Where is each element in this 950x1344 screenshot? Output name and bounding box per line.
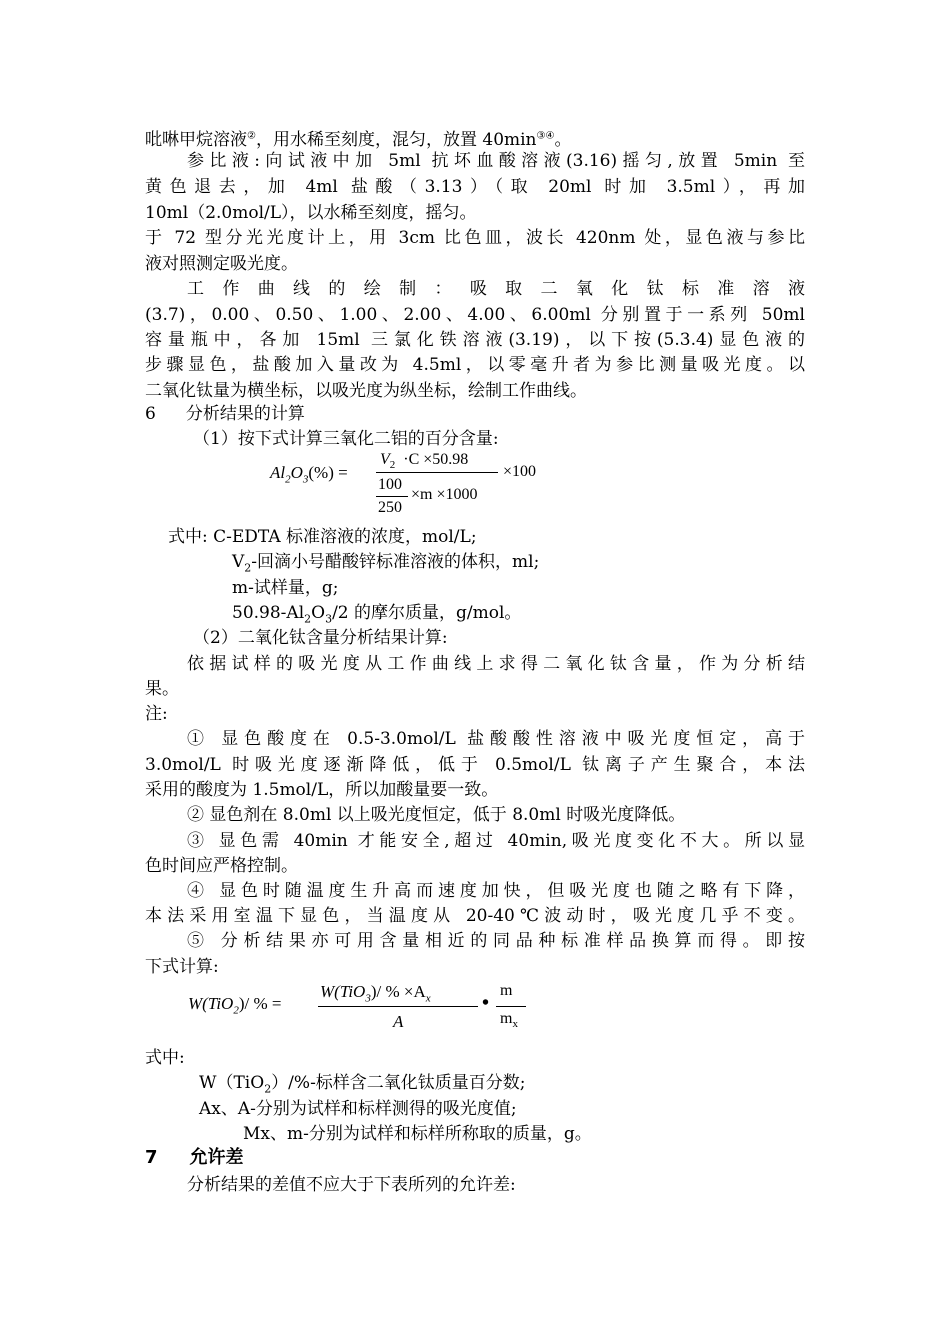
formula-sub: 2	[389, 459, 396, 472]
formula-sub: x	[425, 992, 431, 1005]
text-line: 下式计算:	[145, 957, 219, 977]
subscript: 2	[304, 612, 312, 626]
formula-lhs	[270, 463, 348, 486]
subscript: 3	[325, 612, 333, 626]
text-line: Ax、A-分别为试样和标样测得的吸光度值;	[199, 1099, 517, 1119]
text-span: ）/%-标样含二氧化钛质量百分数;	[271, 1073, 526, 1093]
formula-numerator	[320, 982, 431, 1005]
fraction-bar	[376, 496, 408, 497]
formula-sub: x	[512, 1018, 518, 1031]
text-line: （2）二氧化钛含量分析结果计算:	[193, 628, 448, 648]
text-line: ⑤ 分析结果亦可用含量相近的同品种标准样品换算而得。即按	[187, 931, 805, 951]
text-line: 参比液:向试液中加 5ml 抗坏血酸溶液(3.16)摇匀,放置 5min 至	[187, 151, 805, 171]
text-line	[232, 549, 539, 575]
fraction-bar	[376, 472, 498, 473]
formula-lhs	[188, 994, 282, 1017]
formula-text: m	[500, 1010, 513, 1027]
formula-text: ×100	[503, 463, 537, 480]
text-line: 3.0mol/L 时吸光度逐渐降低，低于 0.5mol/L 钛离子产生聚合，本法	[145, 755, 805, 775]
text-line: 液对照测定吸光度。	[145, 254, 298, 274]
text-line: 果。	[145, 679, 179, 699]
text-line: 本法采用室温下显色，当温度从 20-40℃波动时，吸光度几乎不变。	[145, 906, 805, 926]
text-line: 式中: C-EDTA 标准溶液的浓度，mol/L;	[168, 527, 477, 547]
text-line: ② 显色剂在 8.0ml 以上吸光度恒定，低于 8.0ml 时吸光度降低。	[187, 805, 686, 825]
formula-text: )/ % =	[238, 994, 282, 1013]
text-line: m-试样量，g;	[232, 578, 339, 598]
text-line: 分析结果的差值不应大于下表所列的允许差:	[187, 1175, 516, 1195]
text-span: 吡啉甲烷溶液	[145, 130, 247, 150]
formula-text: (%) =	[308, 463, 348, 482]
formula-text: O	[290, 463, 303, 482]
text-line	[232, 600, 521, 626]
text-line: 二氧化钛量为横坐标，以吸光度为纵坐标，绘制工作曲线。	[145, 381, 587, 401]
formula-text: W(TiO	[188, 994, 234, 1013]
text-span: 。	[554, 130, 572, 150]
text-span: 50.98-Al	[232, 603, 305, 623]
text-line: (3.7)，0.00、0.50、1.00、2.00、4.00、6.00ml 分别置于一系列 50ml	[145, 305, 805, 325]
text-line: ① 显色酸度在 0.5-3.0mol/L 盐酸酸性溶液中吸光度恒定，高于	[187, 729, 805, 749]
text-span: W（TiO	[199, 1073, 265, 1093]
formula-text: ×m ×1000	[411, 486, 478, 503]
formula-text: 100	[378, 476, 402, 493]
formula-text: W(TiO	[320, 982, 366, 1001]
formula-text: Al	[270, 463, 286, 482]
formula-al2o3	[268, 448, 558, 524]
text-line: ③ 显色需 40min 才能安全,超过 40min,吸光度变化不大。所以显	[187, 831, 805, 851]
text-line: 步骤显色，盐酸加入量改为 4.5ml，以零毫升者为参比测量吸光度。以	[145, 355, 805, 375]
subscript: 2	[264, 1082, 272, 1096]
footnote-ref: ③④	[536, 130, 555, 142]
formula-text: 250	[378, 499, 402, 516]
section-number: 7	[145, 1147, 158, 1168]
text-line: （1）按下式计算三氧化二铝的百分含量:	[193, 429, 499, 449]
formula-sub: 2	[233, 1004, 239, 1017]
text-line: 采用的酸度为 1.5mol/L，所以加酸量要一致。	[145, 780, 499, 800]
text-line: 10ml（2.0mol/L），以水稀至刻度，摇匀。	[145, 203, 477, 223]
text-line: 式中:	[145, 1048, 185, 1068]
text-line: 色时间应严格控制。	[145, 856, 298, 876]
section-title: 分析结果的计算	[185, 404, 305, 424]
section-title: 允许差	[189, 1147, 244, 1168]
text-span: ，用水稀至刻度，混匀，放置 40min	[255, 130, 537, 150]
section-heading	[145, 1145, 244, 1171]
multiply-dot: •	[482, 992, 490, 1014]
text-line: 工作曲线的绘制：吸取二氧化钛标准溶液	[187, 279, 805, 299]
text-span: O	[311, 603, 326, 623]
section-heading	[145, 401, 305, 427]
formula-text: )/ % ×A	[370, 982, 426, 1001]
section-number: 6	[145, 404, 156, 424]
formula-text: A	[393, 1012, 404, 1031]
text-line: 依据试样的吸光度从工作曲线上求得二氧化钛含量，作为分析结	[187, 654, 805, 674]
formula-text: ·C ×50.98	[403, 451, 469, 468]
text-line: 注:	[145, 704, 168, 724]
formula-tio2	[188, 980, 538, 1042]
fraction-bar	[496, 1006, 526, 1007]
footnote-ref: ②	[247, 130, 256, 142]
formula-sub: 2	[285, 473, 291, 486]
formula-denominator	[500, 1010, 518, 1031]
text-line	[199, 1070, 526, 1096]
subscript: 2	[244, 561, 252, 575]
formula-text: V	[380, 451, 390, 468]
text-span: /2 的摩尔质量，g/mol。	[332, 603, 522, 623]
text-line: Mx、m-分别为试样和标样所称取的质量，g。	[243, 1124, 592, 1144]
text-line: ④ 显色时随温度生升高而速度加快，但吸光度也随之略有下降，	[187, 881, 805, 901]
formula-text: m	[500, 982, 513, 999]
text-span: -回滴小号醋酸锌标准溶液的体积，ml;	[251, 552, 540, 572]
formula-numerator	[380, 451, 469, 472]
formula-sub: 3	[302, 473, 309, 486]
text-line: 于 72 型分光光度计上，用 3cm 比色皿，波长 420nm 处，显色液与参比	[145, 228, 805, 248]
text-line: 黄色退去，加 4ml 盐酸（3.13）（取 20ml 时加 3.5ml），再加	[145, 177, 805, 197]
formula-sub: 3	[365, 992, 371, 1005]
fraction-bar	[318, 1006, 478, 1007]
text-line: 容量瓶中，各加 15ml 三氯化铁溶液(3.19)，以下按(5.3.4)显色液的	[145, 330, 805, 350]
text-span: V	[232, 552, 245, 572]
